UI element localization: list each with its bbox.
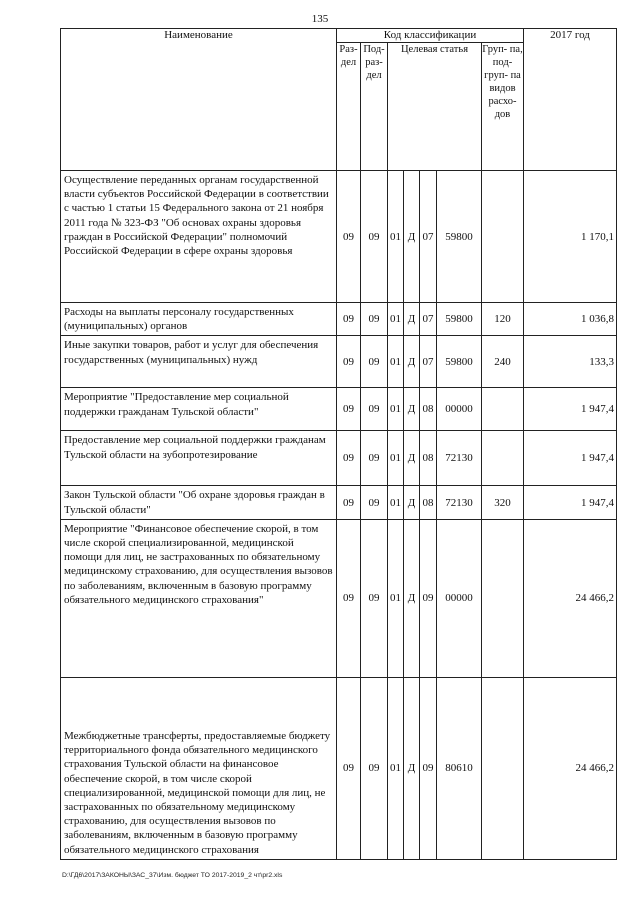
- row-target-direction: 00000: [437, 519, 482, 677]
- row-name: Иные закупки товаров, работ и услуг для обеспечения государственных (муниципальных) нужд: [61, 336, 337, 388]
- row-target-program: 01: [388, 336, 404, 388]
- header-row-top: [61, 29, 617, 43]
- header-year: 2017 год: [524, 29, 617, 171]
- row-target-direction: 72130: [437, 431, 482, 486]
- row-target-program: 01: [388, 677, 404, 859]
- table-row: [61, 677, 617, 859]
- row-subsection: 09: [361, 171, 388, 303]
- row-sum: 24 466,2: [524, 677, 617, 859]
- row-name: Осуществление переданных органам государственной власти субъектов Российской Федерации в соответствии с частью 1 статьи 15 Федерального закона от 21 ноября 2011 года № 323-ФЗ "Об основах охраны здоровья граждан в Российской Федерации" полномочий Российской Федерации в сфере охраны здоровья: [61, 171, 337, 303]
- budget-table: [60, 28, 617, 860]
- header-subsection: Под- раз- дел: [361, 43, 388, 171]
- row-subsection: 09: [361, 336, 388, 388]
- row-expense-group: [482, 519, 524, 677]
- row-target-direction: 00000: [437, 388, 482, 431]
- row-subsection: 09: [361, 519, 388, 677]
- row-section: 09: [337, 171, 361, 303]
- row-target-event: 09: [420, 677, 437, 859]
- row-sum: 1 947,4: [524, 431, 617, 486]
- row-target-direction: 59800: [437, 303, 482, 336]
- row-name: Закон Тульской области "Об охране здоровья граждан в Тульской области": [61, 486, 337, 519]
- row-name: Расходы на выплаты персоналу государственных (муниципальных) органов: [61, 303, 337, 336]
- row-target-subprogram: Д: [404, 486, 420, 519]
- row-subsection: 09: [361, 677, 388, 859]
- row-section: 09: [337, 431, 361, 486]
- row-target-program: 01: [388, 519, 404, 677]
- row-target-subprogram: Д: [404, 519, 420, 677]
- table-row: [61, 388, 617, 431]
- row-target-event: 08: [420, 431, 437, 486]
- row-expense-group: [482, 677, 524, 859]
- row-target-program: 01: [388, 388, 404, 431]
- row-target-event: 08: [420, 486, 437, 519]
- row-target-event: 07: [420, 171, 437, 303]
- row-expense-group: [482, 388, 524, 431]
- file-path-footer: D:\ГД6\2017\ЗАКОНЫ\ЗАС_37\Изм. бюджет ТО 2017-2019_2 чт\pr2.xls: [62, 872, 283, 879]
- row-sum: 1 947,4: [524, 486, 617, 519]
- page-number: 135: [311, 13, 329, 25]
- table-row: [61, 336, 617, 388]
- row-target-program: 01: [388, 171, 404, 303]
- table-row: [61, 519, 617, 677]
- header-target-article: Целевая статья: [388, 43, 482, 171]
- table-row: [61, 431, 617, 486]
- row-section: 09: [337, 303, 361, 336]
- row-subsection: 09: [361, 388, 388, 431]
- row-subsection: 09: [361, 303, 388, 336]
- row-subsection: 09: [361, 486, 388, 519]
- row-name: Предоставление мер социальной поддержки гражданам Тульской области на зубопротезирование: [61, 431, 337, 486]
- row-expense-group: 240: [482, 336, 524, 388]
- row-target-direction: 59800: [437, 336, 482, 388]
- row-target-subprogram: Д: [404, 431, 420, 486]
- row-target-subprogram: Д: [404, 388, 420, 431]
- row-section: 09: [337, 486, 361, 519]
- row-target-subprogram: Д: [404, 303, 420, 336]
- row-section: 09: [337, 388, 361, 431]
- row-name: Мероприятие "Предоставление мер социальной поддержки гражданам Тульской области": [61, 388, 337, 431]
- row-expense-group: [482, 431, 524, 486]
- row-section: 09: [337, 336, 361, 388]
- header-expense-group: Груп- па, под- груп- па видов расхо- дов: [482, 43, 524, 171]
- header-name: Наименование: [61, 29, 337, 171]
- header-code-group: Код классификации: [337, 29, 524, 43]
- row-expense-group: [482, 171, 524, 303]
- row-target-event: 07: [420, 303, 437, 336]
- row-sum: 1 947,4: [524, 388, 617, 431]
- header-section: Раз- дел: [337, 43, 361, 171]
- row-target-subprogram: Д: [404, 336, 420, 388]
- row-target-event: 08: [420, 388, 437, 431]
- row-section: 09: [337, 677, 361, 859]
- row-sum: 1 036,8: [524, 303, 617, 336]
- table-row: [61, 486, 617, 519]
- table-row: [61, 303, 617, 336]
- row-expense-group: 320: [482, 486, 524, 519]
- row-target-event: 07: [420, 336, 437, 388]
- row-target-direction: 80610: [437, 677, 482, 859]
- row-target-direction: 72130: [437, 486, 482, 519]
- row-subsection: 09: [361, 431, 388, 486]
- row-section: 09: [337, 519, 361, 677]
- row-sum: 133,3: [524, 336, 617, 388]
- row-sum: 24 466,2: [524, 519, 617, 677]
- row-sum: 1 170,1: [524, 171, 617, 303]
- row-target-program: 01: [388, 303, 404, 336]
- row-target-event: 09: [420, 519, 437, 677]
- row-expense-group: 120: [482, 303, 524, 336]
- row-target-subprogram: Д: [404, 677, 420, 859]
- row-target-subprogram: Д: [404, 171, 420, 303]
- table-row: [61, 171, 617, 303]
- row-target-program: 01: [388, 486, 404, 519]
- row-target-program: 01: [388, 431, 404, 486]
- row-name: Мероприятие "Финансовое обеспечение скорой, в том числе скорой специализированной, медицинской помощи для лиц, не застрахованных по обязательному медицинскому страхованию, для осуществления вызовов по заболеваниям, включенным в базовую программу обязательного медицинского страхования": [61, 519, 337, 677]
- row-name: Межбюджетные трансферты, предоставляемые бюджету территориального фонда обязательного медицинского страхования Тульской области на финансовое обеспечение скорой, в том числе скорой специализированной, медицинской помощи для лиц, не застрахованных по обязательному медицинскому страхованию, для осуществления вызовов по заболеваниям, включенным в базовую программу обязательного медицинского страхования: [61, 677, 337, 859]
- row-target-direction: 59800: [437, 171, 482, 303]
